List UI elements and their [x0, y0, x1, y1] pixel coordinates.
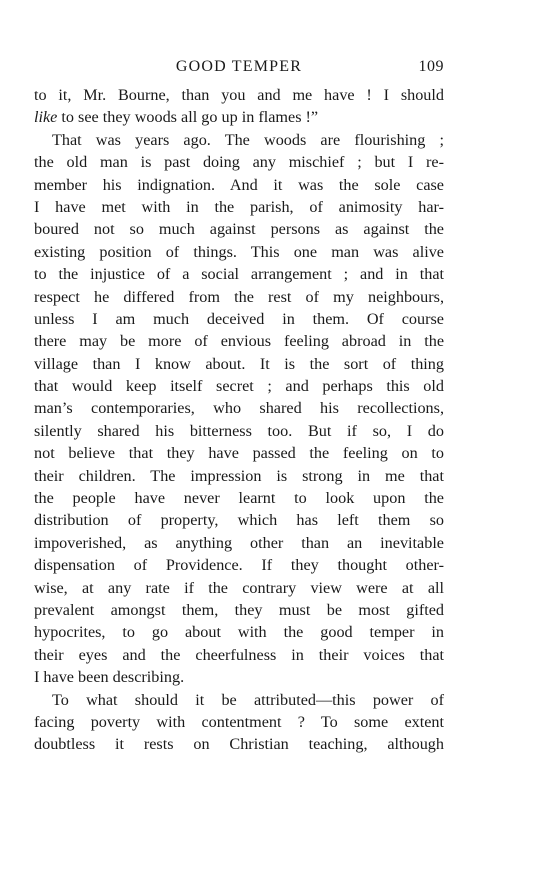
text-line: the old man is past doing any mischief ; but I re-	[34, 153, 444, 172]
text-line: respect he differed from the rest of my neighbours,	[34, 287, 444, 306]
text-line: unless I am much deceived in them. Of course	[34, 309, 444, 328]
text-line: silently shared his bitterness too. But if so, I do	[34, 421, 444, 440]
text-line: to it, Mr. Bourne, than you and me have ! I should	[34, 86, 444, 104]
running-head: GOOD TEMPER	[175, 58, 303, 75]
text-line: boured not so much against persons as against the	[34, 220, 444, 239]
text-line: wise, at any rate if the contrary view were at all	[34, 578, 444, 597]
text-line: that would keep itself secret ; and perhaps this old	[34, 377, 444, 396]
text-line: man’s contemporaries, who shared his recollections,	[34, 399, 444, 418]
text-line: impoverished, as anything other than an inevitable	[34, 533, 444, 552]
text-line: there may be more of envious feeling abroad in the	[34, 332, 444, 351]
text-line: their eyes and the cheerfulness in their voices that	[34, 645, 444, 664]
page-number: 109	[418, 58, 444, 75]
text-line: to the injustice of a social arrangement ; and in that	[34, 265, 444, 284]
text-line: member his indignation. And it was the sole case	[34, 175, 444, 194]
text-line: That was years ago. The woods are flourishing ;	[52, 130, 444, 149]
page-header	[34, 58, 444, 84]
italic-emphasis: like	[34, 108, 58, 127]
text-line: prevalent amongst them, they must be most gifted	[34, 600, 444, 619]
text-line: I have met with in the parish, of animosity har-	[34, 197, 444, 216]
text-line: not believe that they have passed the feeling on to	[34, 444, 444, 463]
text-line: their children. The impression is strong in me that	[34, 466, 444, 485]
text-line: hypocrites, to go about with the good temper in	[34, 623, 444, 642]
text-line: doubtless it rests on Christian teaching, although	[34, 735, 444, 754]
body-text	[34, 84, 444, 756]
book-page	[34, 58, 444, 756]
text-line	[34, 106, 444, 128]
text-line: dispensation of Providence. If they thought other-	[34, 556, 444, 575]
text-line: existing position of things. This one man was alive	[34, 242, 444, 261]
text-line: village than I know about. It is the sort of thing	[34, 354, 444, 373]
text-line: the people have never learnt to look upon the	[34, 489, 444, 508]
text-segment: to see they woods all go up in flames !”	[57, 108, 319, 127]
text-line: facing poverty with contentment ? To some extent	[34, 712, 444, 731]
text-line: I have been describing.	[34, 668, 185, 687]
text-line: To what should it be attributed—this power of	[52, 690, 444, 709]
text-line: distribution of property, which has left them so	[34, 511, 444, 530]
